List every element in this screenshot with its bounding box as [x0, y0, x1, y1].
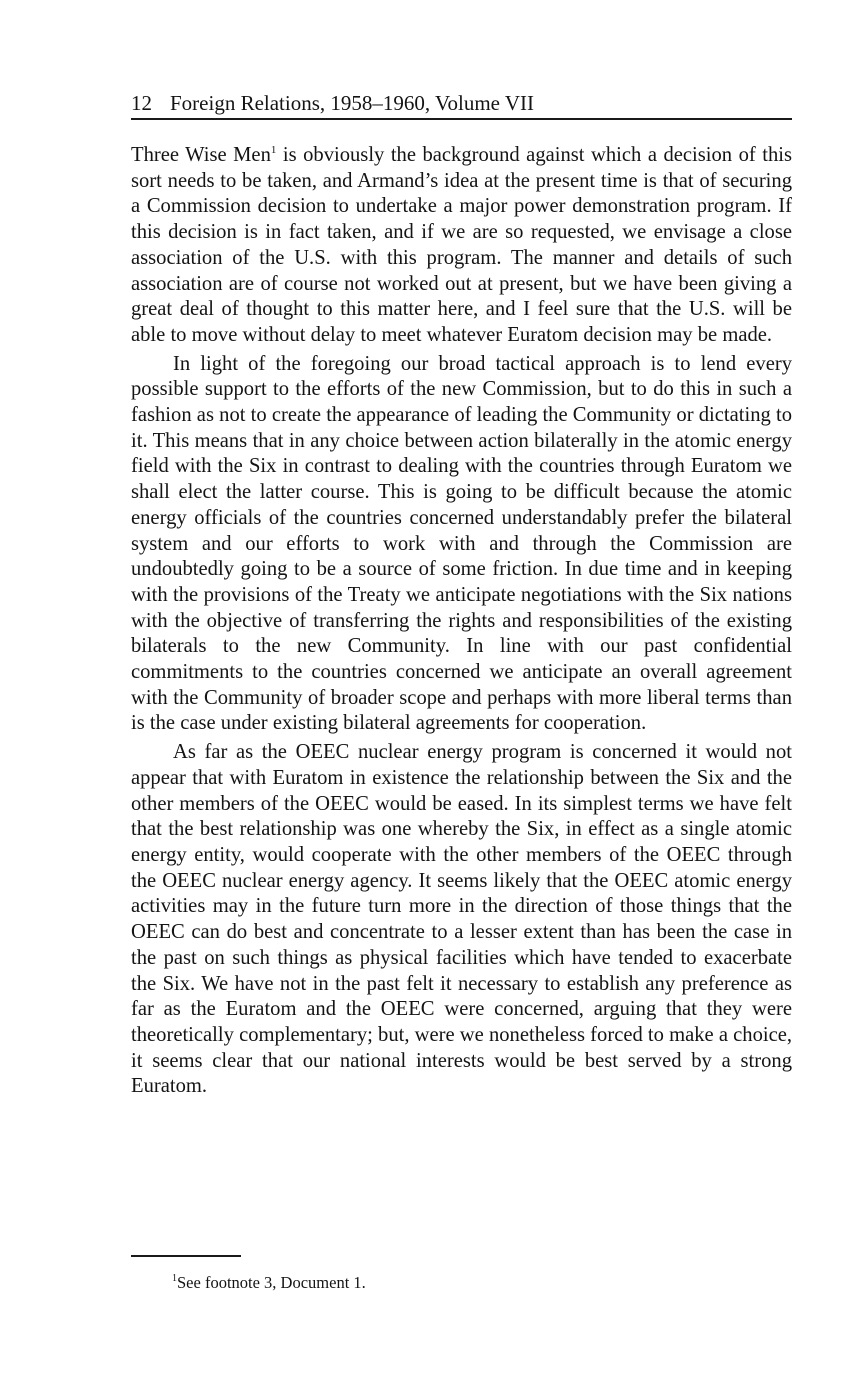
footnote-text: See footnote 3, Document 1.	[177, 1273, 366, 1292]
paragraph-3: As far as the OEEC nuclear energy program is concerned it would not appear that with Euratom in existence the relationship between the Six and the other members of the OEEC would be eased. In its simplest terms we have felt that the best relationship was one whereby the Six, in effect as a single atomic energy entity, would cooperate with the other members of the OEEC through the OEEC nuclear energy agency. It seems likely that the OEEC atomic energy activities may in the future turn more in the direction of those things that the OEEC can do best and concentrate to a lesser extent than has been the case in the past on such things as physical facilities which have tended to exacerbate the Six. We have not in the past felt it necessary to establish any preference as far as the Euratom and the OEEC were concerned, arguing that they were theoretically complementary; but, were we nonetheless forced to make a choice, it seems clear that our national interests would be best served by a strong Euratom.	[131, 741, 793, 1098]
paragraph-2: In light of the foregoing our broad tactical approach is to lend every possible support to the efforts of the new Commission, but to do this in such a fashion as not to create the appearance of leading the Community or dictating to it. This means that in any choice between action bilaterally in the atomic energy field with the Six in contrast to dealing with the countries through Euratom we shall elect the latter course. This is going to be difficult because the atomic energy officials of the countries concerned understandably prefer the bilateral system and our efforts to work with and through the Commission are undoubtedly going to be a source of some friction. In due time and in keeping with the provisions of the Treaty we anticipate negotiations with the Six nations with the objective of transferring the rights and responsibilities of the existing bilaterals to the new Community. In line with our past confidential commitments to the countries concerned we anticipate an overall agreement with the Community of broader scope and perhaps with more liberal terms than is the case under existing bilateral agreements for cooperation.	[131, 352, 792, 735]
running-head	[131, 88, 792, 120]
paragraph-1-lead: Three Wise Men	[131, 144, 271, 166]
footnote-marker: 1	[172, 1273, 177, 1284]
footnote-divider	[131, 1255, 241, 1257]
footnote	[172, 1271, 366, 1295]
footnote-reference: 1	[270, 144, 277, 156]
paragraph-1-text: is obviously the background against which a decision of this sort needs to be taken, and Armand’s idea at the present time is that of securing a Commission decision to undertake a major power demonstration program. If this decision is in fact taken, and if we are so requested, we envisage a close association of the U.S. with this program. The manner and details of such association are of course not worked out at present, but we have been giving a great deal of thought to this matter here, and I feel sure that the U.S. will be able to move without delay to meet whatever Euratom decision may be made.	[131, 144, 792, 346]
page-number: 12	[131, 91, 152, 115]
body-text	[131, 143, 792, 1100]
running-head-title: Foreign Relations, 1958–1960, Volume VII	[170, 91, 534, 115]
paragraph-1	[131, 143, 792, 349]
